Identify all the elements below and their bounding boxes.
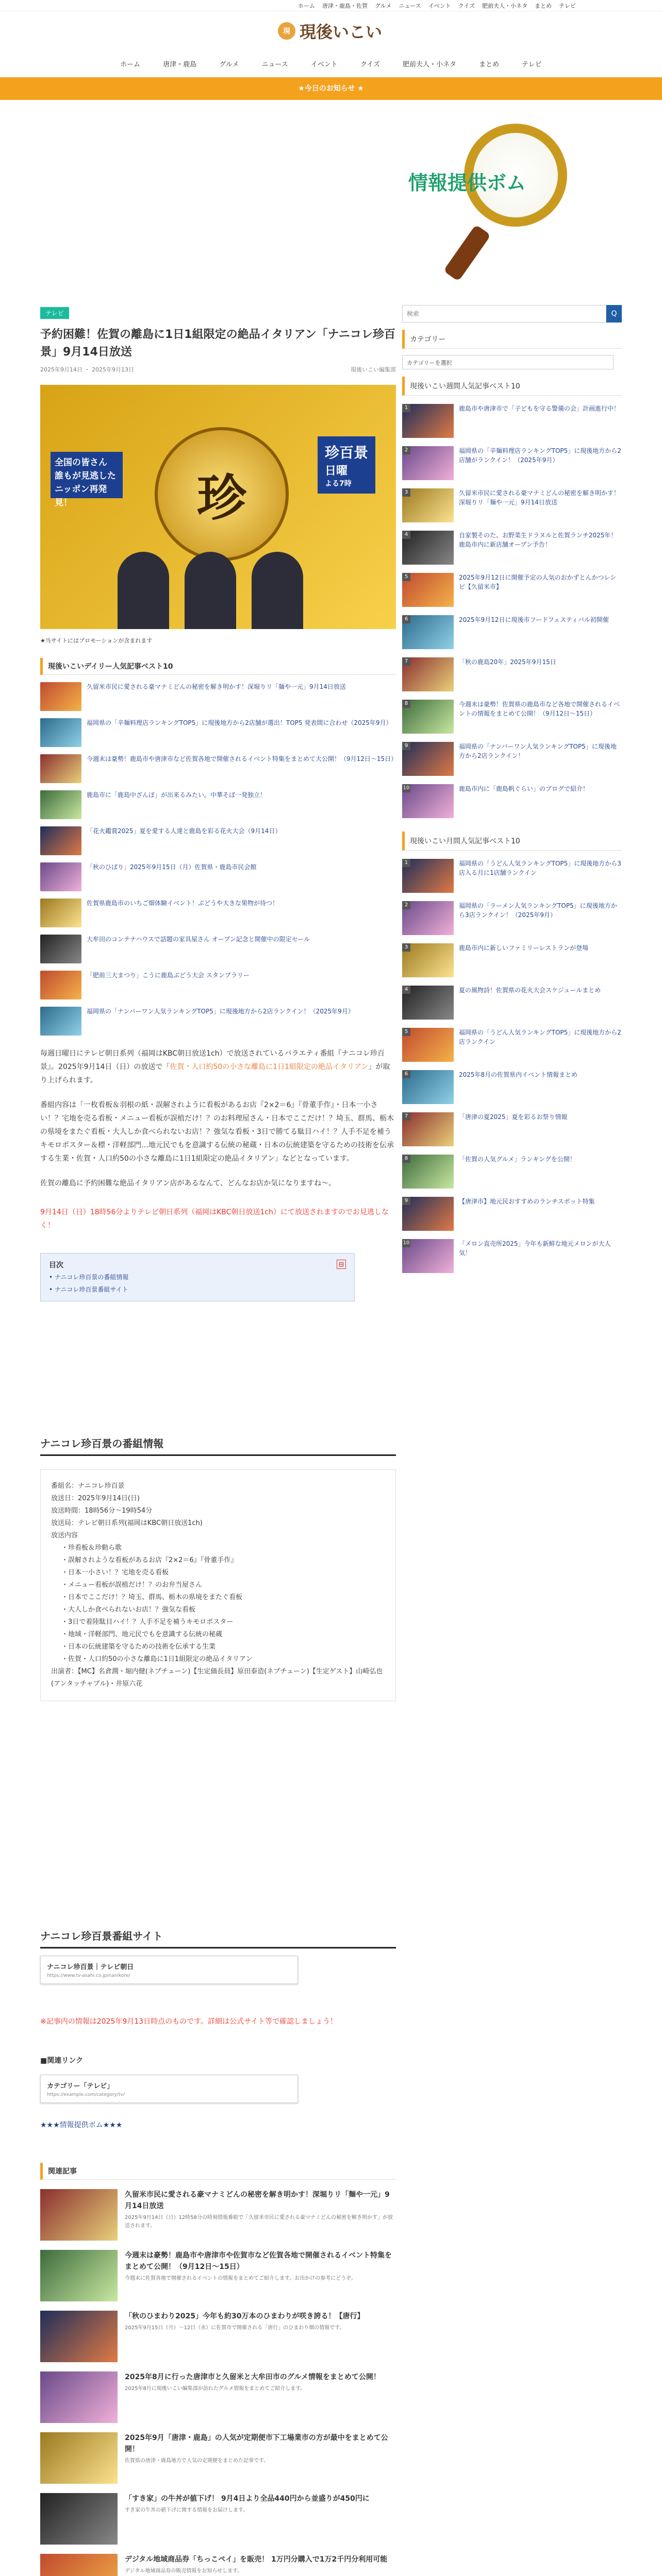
rank-number: 7 [402,657,410,666]
info-banner[interactable] [402,122,622,279]
ranking-thumbnail[interactable] [40,790,81,819]
ranking-thumbnail[interactable] [40,1007,81,1036]
sidebar-thumbnail[interactable] [402,901,454,935]
ranking-item[interactable] [40,899,396,927]
monthly-ranking-list [402,859,622,1273]
related-item[interactable] [40,2311,396,2362]
related-item[interactable] [40,2493,396,2545]
rank-number: 10 [402,784,410,792]
related-title[interactable]: 「秋のひまわり2025」今年も約30万本のひまわりが咲き誇る！【唐行】 [125,2312,365,2320]
topnav-news[interactable]: ニュース [399,3,421,9]
related-desc: 2025年8月に現後いこい編集部が訪れたグルメ情報をまとめてご紹介します。 [125,2386,306,2392]
nav-matome[interactable]: まとめ [479,61,500,69]
related-thumbnail[interactable] [40,2189,118,2241]
ranking-thumbnail[interactable] [40,718,81,747]
sidebar-ranking-link[interactable]: 福岡県の「ラーメン人気ランキングTOP5」に現後地方から3店ランクイン！（2025年9月） [459,902,617,919]
sidebar-ranking-link[interactable]: 鹿島市や唐津市で「子どもを守る警備の会」計画進行中！ [459,405,620,412]
sidebar-ranking-link[interactable]: 「秋の鹿島20年」2025年9月15日 [459,658,556,666]
related-item[interactable] [40,2189,396,2241]
hero-badge [318,436,375,494]
info-subitem: ・メニュー看板が誤植だけ！？のお弁当屋さん [61,1581,203,1589]
ranking-link[interactable]: 久留米市民に愛される豪マナミどんの秘密を解き明かす！深堀りリ「麺や一元」9月14日放送 [87,683,346,690]
ranking-item[interactable] [40,682,396,711]
sidebar-thumbnail[interactable] [402,943,454,977]
related-text [125,2371,380,2423]
monthly-ranking-title: 現後いこい月間人気記事ベスト10 [402,832,622,851]
ranking-item[interactable] [40,862,396,891]
sidebar-thumbnail[interactable] [402,1112,454,1146]
ranking-link[interactable]: 大牟田のコンテナハウスで話題の家具屋さん オープン記念と開催中の限定セール [87,936,310,943]
ranking-thumbnail[interactable] [40,826,81,855]
sidebar-ranking-item[interactable] [402,943,622,977]
ranking-thumbnail[interactable] [40,754,81,783]
rank-number: 4 [402,531,410,539]
topnav-quiz[interactable]: クイズ [458,3,475,9]
hero-badge-text: 珍百景 [324,444,368,461]
para1-text-end: 」が取り上げられます。 [40,1063,390,1084]
sidebar-thumbnail[interactable] [402,1070,454,1104]
toc-item[interactable]: • ナニコレ珍百景番組サイト [49,1286,128,1293]
nav-quiz[interactable]: クイズ [360,61,380,69]
info-subitem: ・地域・洋軽部門、地元民でもを意識する伝統の秘蔵 [61,1631,223,1638]
sidebar-thumbnail[interactable] [402,700,454,734]
ranking-link[interactable]: 福岡県の「辛麺料理店ランキングTOP5」に現後地方から2店舗が選出！TOP5 発表間に合わせ（2025年9月） [87,719,392,726]
topnav-event[interactable]: イベント [428,3,451,9]
ranking-link[interactable]: 佐賀県鹿島市のいちご畑体験イベント！ぶどうや大きな果物が待つ！ [87,900,279,907]
ranking-item[interactable] [40,935,396,963]
card-url: https://example.com/category/tv/ [47,2092,125,2097]
top-nav [298,2,576,10]
info-subitem: ・日本でここだけ！？埼玉、群馬、栃木の県境をまたぐ看板 [61,1594,243,1601]
category-title: カテゴリー [402,330,622,349]
sidebar-ranking-item[interactable] [402,859,622,893]
info-subitem: ・日本の伝統建築を守るための技術を伝承する生業 [61,1643,216,1651]
sidebar-ranking-item[interactable] [402,1070,622,1104]
nav-area[interactable]: 唐津・鹿島 [163,61,197,69]
info-notice: ※記事内の情報は2025年9月13日時点のものです。詳細は公式サイト等で確認しましょう！ [40,2018,337,2026]
sidebar-thumbnail[interactable] [402,986,454,1020]
sidebar-ranking-link[interactable]: 自家製そのた、お野菜生ドラヌルと佐賀ランチ2025年！ 鹿島市内に新店舗オープン予告！ [459,532,617,548]
magnifier-handle [443,225,491,282]
sidebar-thumbnail[interactable] [402,742,454,776]
hero-left-caption: 全国の皆さん 誰もが見逃した ニッポン再発見！ [51,452,123,498]
nav-gourmet[interactable]: グルメ [219,61,239,69]
rank-number: 9 [402,742,410,750]
rank-number: 7 [402,1112,410,1121]
sidebar-thumbnail[interactable] [402,573,454,607]
sidebar-ranking-item[interactable] [402,573,622,607]
hero-day: 日曜 [324,465,347,478]
daily-ranking-title: 現後いこいデイリー人気記事ベスト10 [40,658,396,675]
topnav-area[interactable]: 唐津・鹿島・佐賀 [322,3,368,9]
ranking-item[interactable] [40,790,396,819]
info-subitem: ・大人しか食べられないお店！？強気な看板 [61,1606,196,1614]
sidebar-thumbnail[interactable] [402,531,454,565]
sidebar-ranking-link[interactable]: 「メロン直売所2025」今年も新鮮な地元メロンが大人気！ [459,1240,611,1257]
sidebar-ranking-link[interactable]: 2025年9月12日に現後市フードフェスティバル初開催 [459,616,609,623]
category-select[interactable]: カテゴリーを選択 [402,355,614,369]
info-subitem: ・珍看板＆珍動ら歌 [61,1544,122,1552]
related-title[interactable]: 2025年9月「唐津・鹿島」の人気が定期便市下工場業市の方が最中をまとめて公開！ [125,2434,388,2453]
sidebar-thumbnail[interactable] [402,784,454,818]
sidebar-ranking-link[interactable]: 鹿島市内に「鹿島帆ぐらい」のブログで紹介！ [459,785,589,792]
ranking-item[interactable] [40,718,396,747]
hero-image [40,385,396,629]
sidebar-thumbnail[interactable] [402,446,454,480]
card-url: https://www.tv-asahi.co.jp/nanikore/ [47,1973,130,1978]
rank-number: 4 [402,986,410,994]
related-list [40,2189,396,2576]
sidebar-ranking-item[interactable] [402,742,622,776]
sidebar-ranking-item[interactable] [402,1155,622,1189]
nav-news[interactable]: ニュース [261,61,288,69]
rank-number: 5 [402,1028,410,1036]
sidebar-ranking-link[interactable]: 久留米市民に愛される豪マナミどんの秘密を解き明かす！深堀りリ「麺や一元」9月14日放送 [459,489,620,506]
topnav-misc[interactable]: 肥前夫人・小ネタ [482,3,528,9]
related-thumbnail[interactable] [40,2250,118,2301]
related-title[interactable]: 「すき家」の牛丼が値下げ！ 9月4日より全品440円から並盛りが450円に [125,2495,370,2503]
related-title[interactable]: デジタル地域商品券「ちっこペイ」を販売！ 1万円分購入で1万2千円分利用可能 [125,2555,388,2564]
ranking-item[interactable] [40,754,396,783]
recommend-link[interactable]: ★★★情報提供ボム★★★ [40,2121,123,2129]
logo-mark-icon: 現 [278,22,295,40]
nav-tv[interactable]: テレビ [522,61,542,69]
sidebar-ranking-link[interactable]: 「唐津の夏2025」夏を彩るお祭り情報 [459,1113,568,1121]
table-of-contents [40,1253,355,1301]
logo-text: 現後いこい [299,22,382,42]
related-text [125,2250,396,2301]
related-item[interactable] [40,2371,396,2423]
article-meta [40,365,396,374]
sidebar-ranking-link[interactable]: 【唐津市】地元民おすすめのランチスポット特集 [459,1198,595,1205]
sidebar-ranking-item[interactable] [402,404,622,438]
related-title[interactable]: 2025年8月に行った唐津市と久留米と大牟田市のグルメ情報をまとめて公開！ [125,2373,380,2381]
program-site-card[interactable] [40,1956,298,1984]
sidebar-ranking-link[interactable]: 「佐賀の人気グルメ」ランキングを公開！ [459,1156,576,1163]
ranking-thumbnail[interactable] [40,935,81,963]
sidebar-thumbnail[interactable] [402,1028,454,1062]
article-title: 予約困難！佐賀の離島に1日1組限定の絶品イタリアン「ナニコレ珍百景」9月14日放送 [40,328,395,359]
sidebar-ranking-link[interactable]: 福岡県の「ナンバーワン人気ランキングTOP5」に現後地方から2店ランクイン！ [459,743,617,759]
sidebar-ranking-item[interactable] [402,1028,622,1062]
info-item: 放送時間：18時56分〜19時54分 [51,1507,153,1515]
sidebar-ranking-item[interactable] [402,784,622,818]
toc-title: 目次 [49,1261,63,1269]
article-para4: 9月14日（日）18時56分よりテレビ朝日系列（福岡はKBC朝日放送1ch）にて放送されますのでお見逃しなく！ [40,1208,389,1230]
rank-number: 10 [402,1239,410,1247]
related-text [125,2554,387,2576]
search-input[interactable] [402,305,606,323]
sidebar-ranking-item[interactable] [402,488,622,522]
sidebar-ranking-item[interactable] [402,1112,622,1146]
program-info-box [40,1469,396,1701]
rank-number: 6 [402,615,410,623]
category-card[interactable] [40,2075,298,2103]
related-item[interactable] [40,2554,396,2576]
related-desc: すき家の牛丼の値下げに関する情報をお届けします。 [125,2507,249,2513]
rank-number: 5 [402,573,410,581]
daily-ranking-list [40,682,396,1036]
topnav-gourmet[interactable]: グルメ [375,3,392,9]
toc-toggle-icon[interactable]: ⊟ [337,1260,346,1269]
category-badge[interactable]: テレビ [40,307,69,319]
sidebar-thumbnail[interactable] [402,404,454,438]
sidebar-ranking-item[interactable] [402,531,622,565]
rank-number: 8 [402,1155,410,1163]
main-content [40,122,396,2576]
related-title: 関連記事 [40,2163,396,2180]
sidebar-thumbnail[interactable] [402,859,454,893]
info-item: 放送日：2025年9月14日(日) [51,1495,140,1502]
related-thumbnail[interactable] [40,2432,118,2484]
ranking-link[interactable]: 鹿島市に「鹿島中ざんぽ」が出来るみたい。中華そば一発独立！ [87,791,267,799]
rank-number: 3 [402,943,410,952]
related-text [125,2493,370,2545]
rank-number: 2 [402,901,410,909]
search-form [402,305,622,323]
article-para3: 佐賀の離島に予約困難な絶品イタリアン店があるなんて、どんなお店か気になりますね～。 [40,1179,336,1188]
rank-number: 3 [402,488,410,497]
sidebar-ranking-link[interactable]: 2025年8月の佐賀県内イベント情報まとめ [459,1071,578,1078]
ranking-thumbnail[interactable] [40,899,81,927]
related-item[interactable] [40,2432,396,2484]
ranking-item[interactable] [40,1007,396,1036]
sidebar-ranking-link[interactable]: 夏の風物詩！佐賀県の花火大会スケジュールまとめ [459,987,601,994]
para1-text: 毎週日曜日にテレビ朝日系列（福岡はKBC朝日放送1ch）で放送されているバラエティ番組『ナニコレ珍百景』。2025年9月14日（日）の放送で「 [40,1049,385,1071]
article-author[interactable]: 現後いこい編集部 [351,366,396,373]
sidebar-thumbnail[interactable] [402,1197,454,1231]
topnav-matome[interactable]: まとめ [535,3,552,9]
related-desc: 佐賀県の唐津・鹿島地方で人気の定期便をまとめた記事です。 [125,2458,269,2464]
section-program-site: ナニコレ珍百景番組サイト [40,1928,396,1948]
topnav-home[interactable]: ホーム [298,3,315,9]
weekly-ranking-list [402,404,622,818]
toc-item[interactable]: • ナニコレ珍百景の番組情報 [49,1274,129,1281]
sidebar [402,122,622,1273]
ranking-item[interactable] [40,971,396,999]
info-subitem: ・3日で着陸駄目ハイ！？人手不足を補うキモロポスター [61,1618,234,1626]
info-subitem: ・日本一小さい！？宅地を売る看板 [61,1569,169,1577]
info-item: 放送内容 [51,1532,78,1539]
article-para2: 番組内容は「一枚看板＆羽根の紙・誤解されように看板があるお店『2×2＝6』『骨董手作』・日本一小さい！？宅地を売る看板・メニュー看板が誤植だけ！？のお料理屋さん・日本でここだけ！？埼玉、群馬、栃木の県境をまたぐ看板・大人しか食べられないお店！？強気な看板・3日で勝てる駄目ハイ！？人手不足を補うキモロポスター＆標・洋軽部門…地元民でもを意識する伝統の秘蔵・日本の伝統建築を守るための技術を伝承する生業・佐賀・人口約50の小さな離島に1日1組限定の絶品イタリアン」などとなっています。 [40,1101,394,1163]
related-desc: 今週末に佐賀各地で開催されるイベントの情報をまとめてご紹介します。お出かけの参考にどうぞ。 [125,2276,356,2281]
ranking-link[interactable]: 「花火鑑賞2025」夏を愛する人達と鹿島を彩る花火大会（9月14日） [87,827,282,835]
search-icon[interactable]: Q [606,305,622,323]
related-title[interactable]: 久留米市民に愛される豪マナミどんの秘密を解き明かす！深堀りリ「麺や一元」9月14日放送 [125,2191,390,2210]
info-item: 出演者：【MC】名倉潤・堀内健(ネプチューン)【生定価長員】原田泰造(ネプチューン)【生定ゲスト】山崎弘也(アンタッチャブル)・井原六花 [51,1668,383,1688]
hero-hosts [118,547,324,629]
sidebar-ranking-item[interactable] [402,446,622,480]
sidebar-ranking-link[interactable]: 2025年9月12日に開催予定の人気のおかずとんかつレシピ【久留米市】 [459,574,617,590]
sidebar-thumbnail[interactable] [402,615,454,649]
pr-notice: ★当サイトにはプロモーションが含まれます [40,637,153,644]
card-title: ナニコレ珍百景｜テレビ朝日 [47,1963,134,1971]
topnav-tv[interactable]: テレビ [559,3,576,9]
sidebar-ranking-item[interactable] [402,657,622,691]
hero-time: よる7時 [324,480,352,488]
para1-highlight: 佐賀・人口約50の小さな離島に1日1組限定の絶品イタリアン [170,1063,369,1071]
host-figure [252,552,303,629]
ranking-link[interactable]: 福岡県の「ナンバーワン人気ランキングTOP5」に現後地方から2店ランクイン！（2025年9月） [87,1008,354,1015]
related-text [125,2432,396,2484]
info-item: 放送局：テレビ朝日系列(福岡はKBC朝日放送1ch) [51,1519,203,1527]
sidebar-thumbnail[interactable] [402,1239,454,1273]
nav-event[interactable]: イベント [310,61,338,69]
sidebar-thumbnail[interactable] [402,1155,454,1189]
sidebar-ranking-link[interactable]: 今週末は豪勢！佐賀県の鹿島市など各地で開催されるイベントの情報をまとめて公開！（9月12日〜15日） [459,701,620,717]
sidebar-ranking-link[interactable]: 福岡県の「うどん人気ランキングTOP5」に現後地方から2店ランクイン [459,1029,621,1045]
related-title[interactable]: 今週末は豪勢！鹿島市や唐津市や佐賀市など佐賀各地で開催されるイベント特集をまとめて公開！（9月12日〜15日） [125,2251,392,2271]
info-item: 番組名：ナニコレ珍百景 [51,1482,125,1490]
ranking-link[interactable]: 「秋のひばり」2025年9月15日（月）佐賀県・鹿島市民会館 [87,863,257,871]
related-thumbnail[interactable] [40,2493,118,2545]
ranking-link[interactable]: 「肥前三大まつり」こうに鹿島ぶどう大会 スタンプラリー [87,972,250,979]
rank-number: 8 [402,700,410,708]
sidebar-ranking-item[interactable] [402,700,622,734]
related-desc: 2025年9月14日（日）12時58分の時刻情報番組で「久留米市民に愛される豪マナミどんの秘密を解き明かす」が放送されます。 [125,2215,393,2229]
info-subitem: ・誤解されような看板があるお店『2×2＝6』『骨董手作』 [61,1556,238,1564]
rank-number: 2 [402,446,410,454]
rank-number: 9 [402,1197,410,1205]
sidebar-thumbnail[interactable] [402,488,454,522]
related-item[interactable] [40,2250,396,2301]
ranking-link[interactable]: 今週末は豪勢！鹿島市や唐津市など佐賀各地で開催されるイベント特集をまとめて大公開！（9月12日〜15日） [87,755,398,762]
ranking-thumbnail[interactable] [40,862,81,891]
sidebar-ranking-item[interactable] [402,1197,622,1231]
sidebar-ranking-item[interactable] [402,615,622,649]
related-desc: デジタル地域商品券の販売情報をお知らせします。 [125,2568,243,2574]
site-logo[interactable] [268,15,392,46]
info-subitem: ・佐賀・人口約50の小さな離島に1日1組限定の絶品イタリアン [61,1655,253,1663]
ranking-thumbnail[interactable] [40,682,81,711]
top-bar [0,0,662,11]
section-program-info: ナニコレ珍百景の番組情報 [40,1435,396,1456]
rank-number: 1 [402,859,410,867]
rank-number: 1 [402,404,410,412]
related-text [125,2189,396,2241]
nav-home[interactable]: ホーム [120,61,141,69]
ticker-bar[interactable]: ★今日のお知らせ ★ [0,77,662,100]
related-thumbnail[interactable] [40,2311,118,2362]
related-thumbnail[interactable] [40,2371,118,2423]
banner-text: 情報提供ボム [408,171,526,194]
sidebar-ranking-link[interactable]: 福岡県の「辛麺料理店ランキングTOP5」に現後地方から2店舗がランクイン！（2025年9月） [459,447,621,464]
ranking-thumbnail[interactable] [40,971,81,999]
ranking-item[interactable] [40,826,396,855]
related-desc: 2025年9月15日（月）〜12日（水）に佐賀市で開催される「唐行」のひまわり畑の情報です。 [125,2325,345,2331]
sidebar-ranking-link[interactable]: 福岡県の「うどん人気ランキングTOP5」に現後地方から3店入る月に1店舗ランクイン [459,860,621,876]
related-link-title: ■関連リンク [40,2057,83,2065]
sidebar-ranking-item[interactable] [402,1239,622,1273]
host-figure [185,552,236,629]
rank-number: 6 [402,1070,410,1078]
nav-misc[interactable]: 肥前夫人・小ネタ [403,61,457,69]
sidebar-thumbnail[interactable] [402,657,454,691]
main-nav [0,54,662,76]
sidebar-ranking-item[interactable] [402,901,622,935]
host-figure [118,552,169,629]
sidebar-ranking-link[interactable]: 鹿島市内に新しいファミリーレストランが登場 [459,944,589,952]
weekly-ranking-title: 現後いこい週間人気記事ベスト10 [402,377,622,396]
article-date: 2025年9月14日 ・ 2025年9月13日 [40,366,134,373]
card-title: カテゴリー「テレビ」 [47,2082,114,2090]
article-para1 [40,1047,396,1087]
sidebar-ranking-item[interactable] [402,986,622,1020]
related-thumbnail[interactable] [40,2554,118,2576]
related-text [125,2311,364,2362]
hero-main-glyph: 珍 [155,427,289,561]
